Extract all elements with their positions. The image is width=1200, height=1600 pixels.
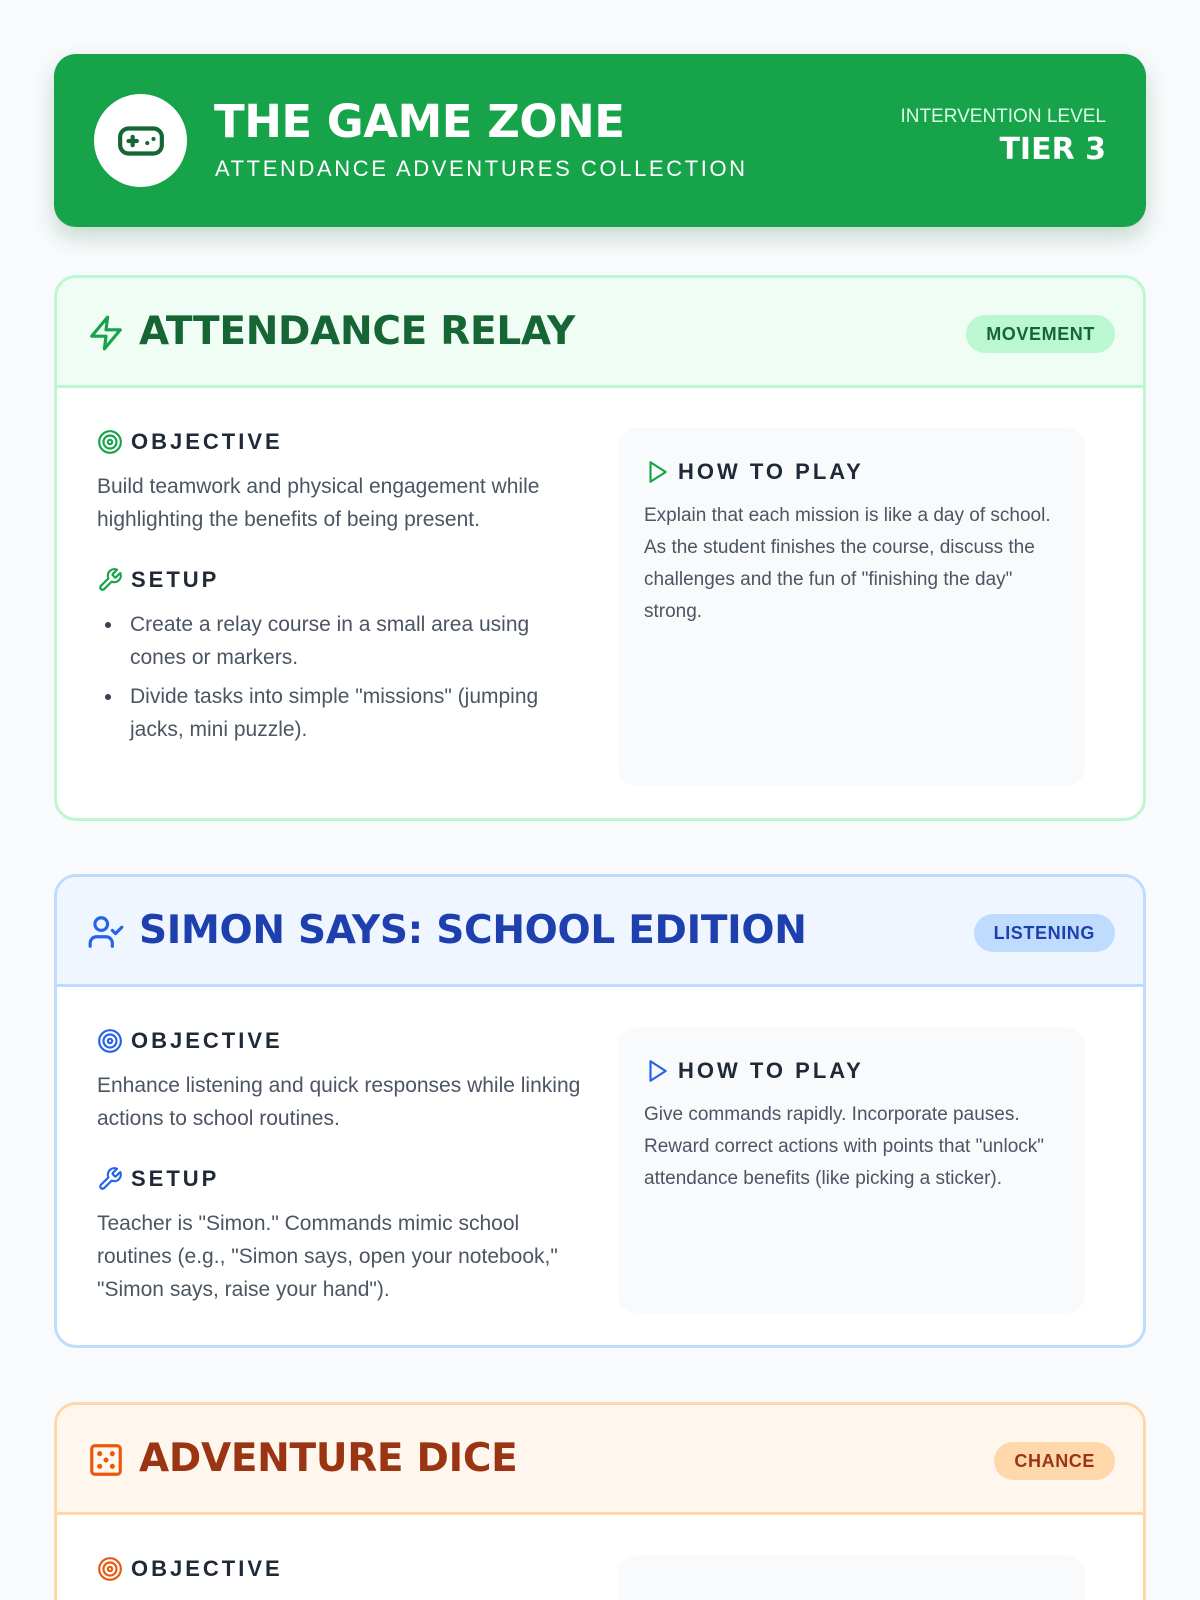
card-title: ATTENDANCE RELAY (139, 309, 575, 354)
page-subtitle: ATTENDANCE ADVENTURES COLLECTION (215, 156, 748, 181)
setup-label: SETUP (131, 1166, 220, 1191)
setup-heading (97, 566, 587, 594)
how-to-play-box (618, 428, 1085, 786)
wrench-icon (97, 1166, 123, 1192)
objective-label: OBJECTIVE (131, 429, 283, 454)
game-zone-page (54, 54, 1146, 1581)
how-to-play-box (618, 1027, 1085, 1313)
target-icon (97, 429, 123, 455)
card-title: ADVENTURE DICE (139, 1436, 518, 1481)
card-title: SIMON SAYS: SCHOOL EDITION (139, 908, 807, 953)
lightning-icon (87, 314, 125, 352)
card-header (57, 278, 1143, 388)
how-to-play-label: HOW TO PLAY (678, 459, 864, 484)
game-card-simon-says (54, 874, 1146, 1348)
setup-text: Teacher is "Simon." Commands mimic school routines (e.g., "Simon says, open your notebook," "Simon says, raise your hand"). (97, 1212, 558, 1301)
category-badge: CHANCE (994, 1442, 1115, 1480)
how-to-play-text: Explain that each mission is like a day of school. As the student finishes the course, discuss the challenges and the fun of "finishing the day" strong. (644, 505, 1051, 622)
objective-heading (97, 1027, 587, 1055)
tier-value: TIER 3 (999, 132, 1106, 167)
how-to-play-label: HOW TO PLAY (678, 1058, 864, 1083)
target-icon (97, 1028, 123, 1054)
setup-heading (97, 1165, 587, 1193)
card-header (57, 1405, 1143, 1515)
card-left-column (97, 428, 587, 752)
how-to-play-heading (644, 458, 1059, 486)
card-left-column (97, 1555, 587, 1583)
category-badge: MOVEMENT (966, 315, 1115, 353)
objective-label: OBJECTIVE (131, 1028, 283, 1053)
intervention-level-label: INTERVENTION LEVEL (900, 106, 1106, 127)
target-icon (97, 1556, 123, 1582)
card-header (57, 877, 1143, 987)
gamepad-icon (94, 94, 187, 187)
objective-text: Enhance listening and quick responses while linking actions to school routines. (97, 1074, 581, 1130)
how-to-play-heading (644, 1057, 1059, 1085)
setup-label: SETUP (131, 567, 220, 592)
objective-heading (97, 1555, 587, 1583)
game-card-adventure-dice (54, 1402, 1146, 1600)
how-to-play-box (618, 1555, 1085, 1600)
objective-heading (97, 428, 587, 456)
category-badge: LISTENING (974, 914, 1115, 952)
header-banner (54, 54, 1146, 227)
objective-label: OBJECTIVE (131, 1556, 283, 1581)
page-title: THE GAME ZONE (214, 95, 625, 148)
play-icon (644, 459, 670, 485)
card-left-column (97, 1027, 587, 1306)
wrench-icon (97, 567, 123, 593)
user-check-icon (87, 913, 125, 951)
list-item: Divide tasks into simple "missions" (jumping jacks, mini puzzle). (97, 680, 587, 746)
game-card-attendance-relay (54, 275, 1146, 821)
how-to-play-text: Give commands rapidly. Incorporate pauses. Reward correct actions with points that "unlock" attendance benefits (like picking a sticker). (644, 1104, 1045, 1189)
list-item: Create a relay course in a small area using cones or markers. (97, 608, 587, 674)
dice-icon (87, 1441, 125, 1479)
setup-list (97, 608, 587, 746)
objective-text: Build teamwork and physical engagement while highlighting the benefits of being present. (97, 475, 540, 531)
play-icon (644, 1058, 670, 1084)
